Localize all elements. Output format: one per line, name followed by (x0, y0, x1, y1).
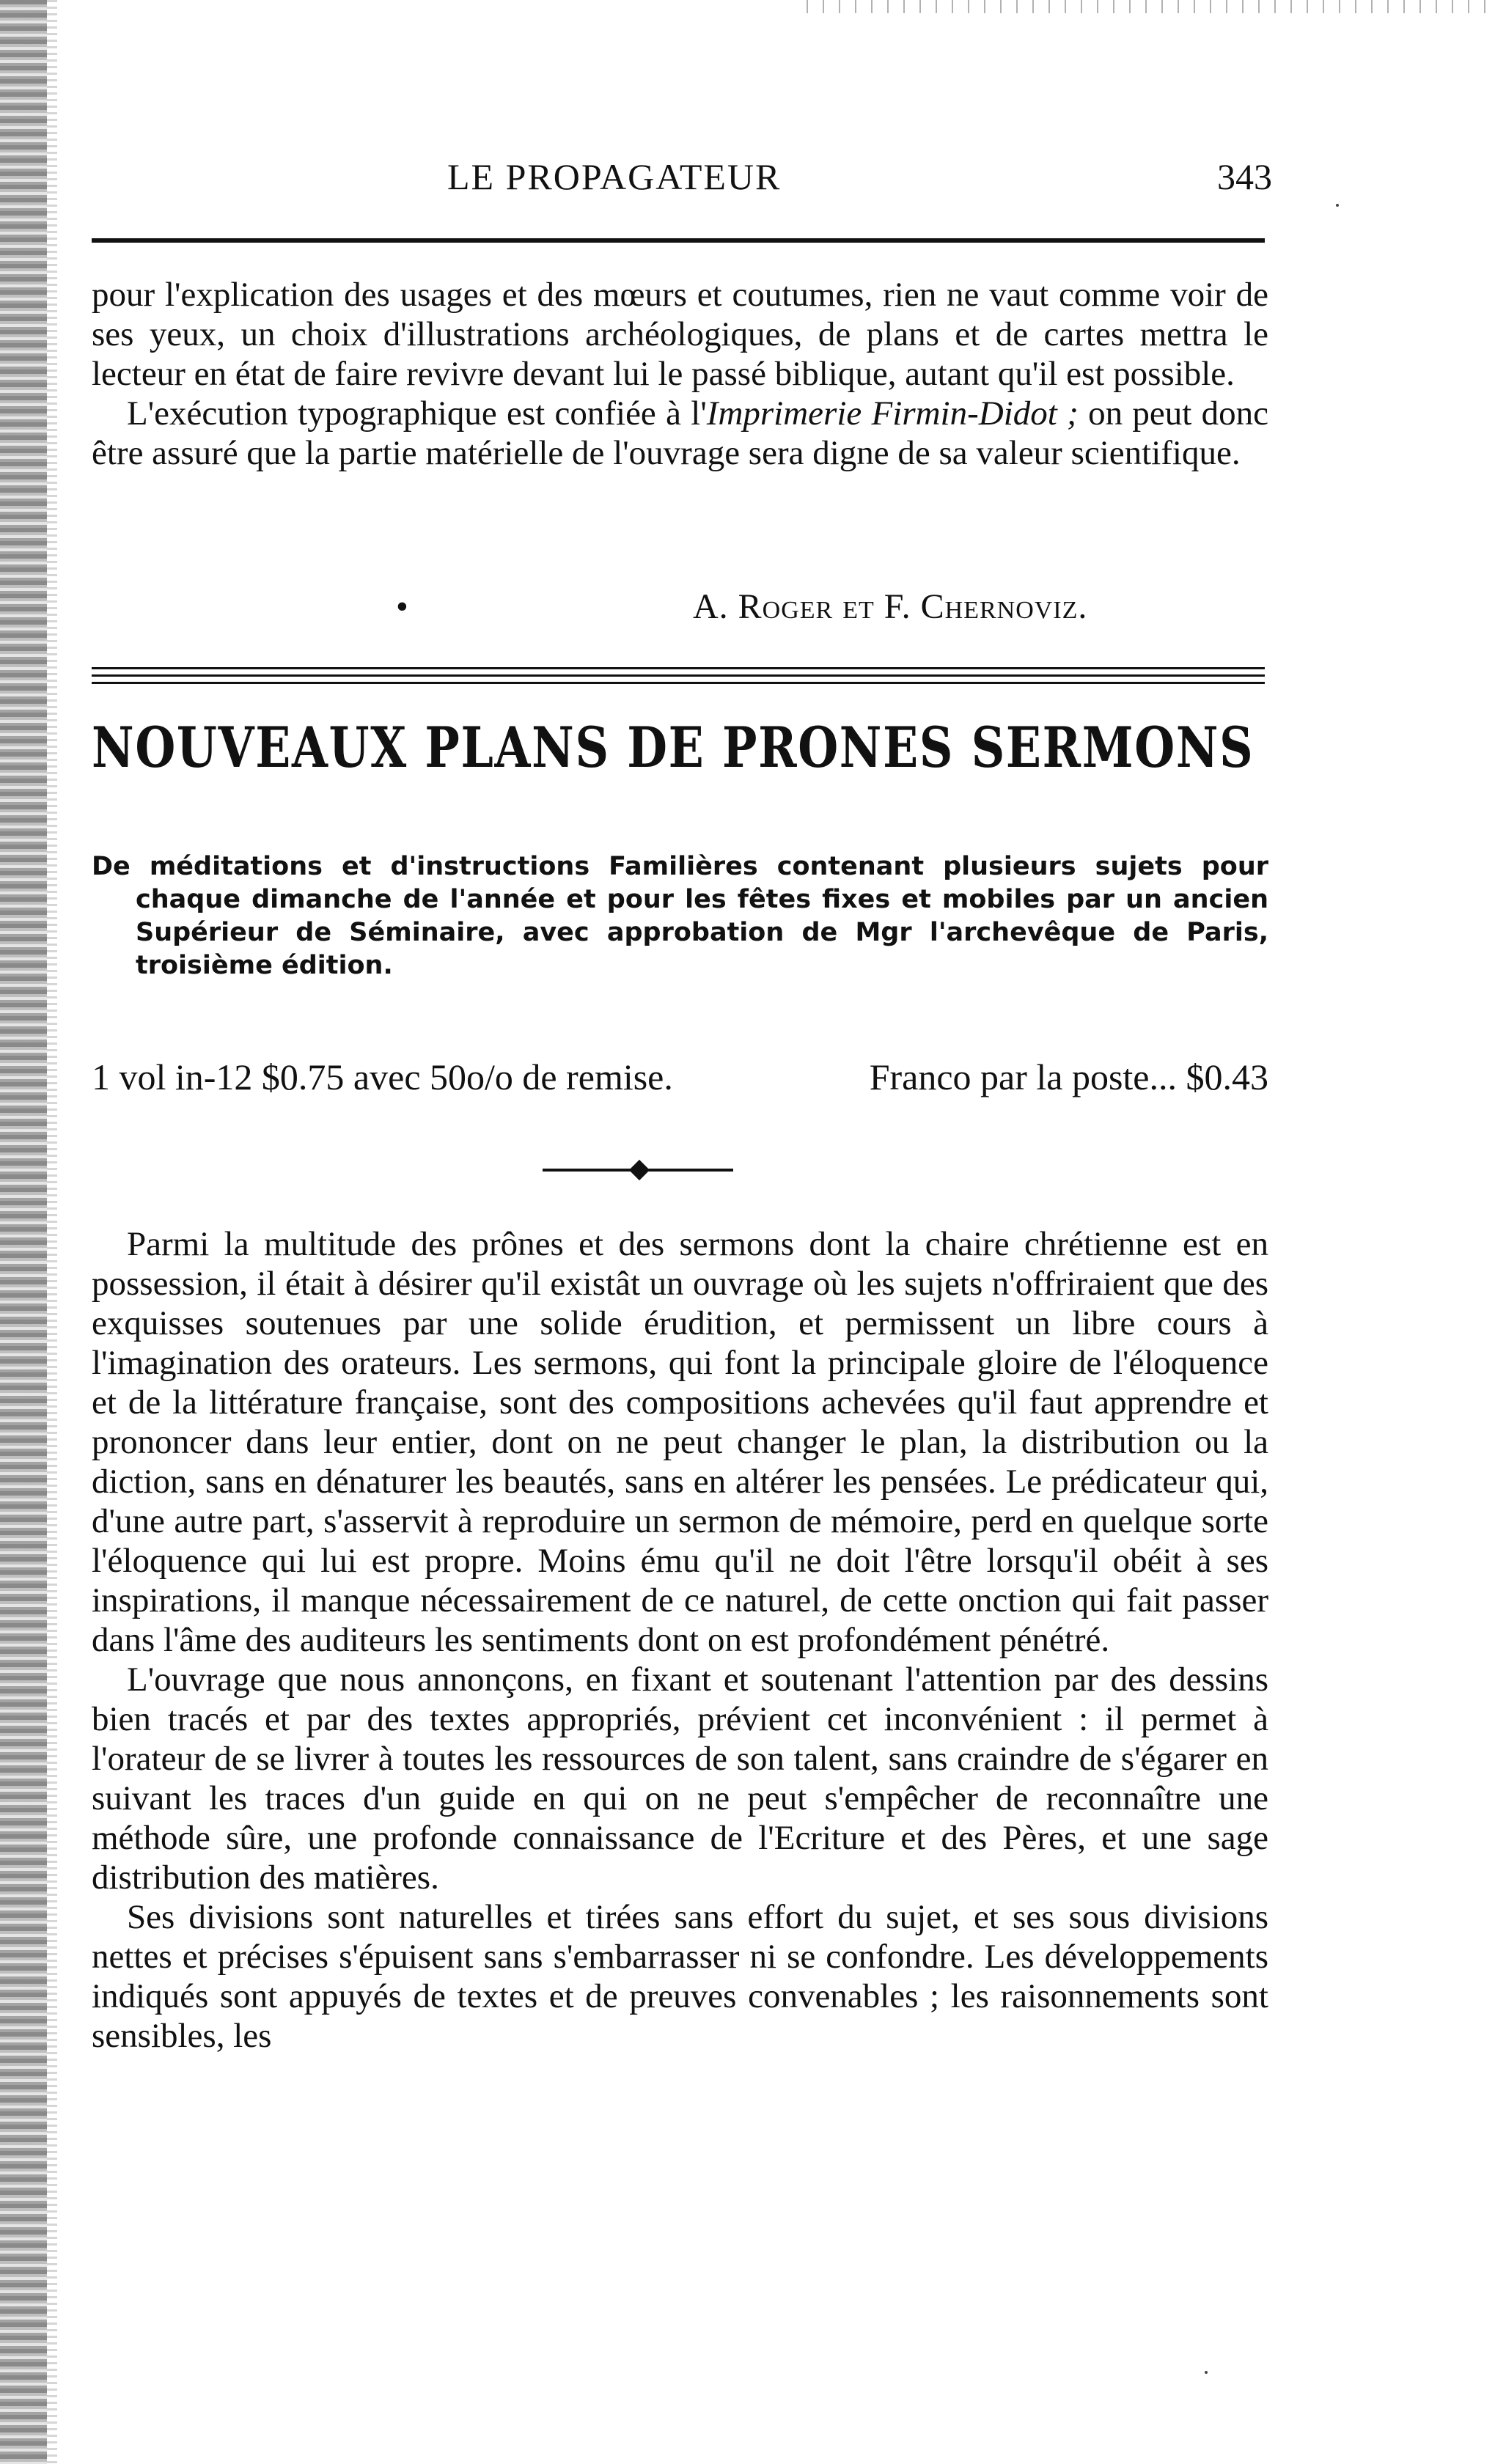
price-line (92, 1056, 1268, 1098)
subtitle-text: méditations et d'instructions Familières contenant plusieurs sujets pour chaque dimanche de l'année et pour les fêtes fixes et mobiles par un ancien Supérieur de Séminaire, avec approbation de Mgr l'archevêque de Paris, troisième édition. (136, 852, 1269, 980)
announcement-title: NOUVEAUX PLANS DE PRONES SERMONS (92, 715, 1255, 780)
price-details: 1 vol in-12 $0.75 avec 50o/o de remise. (92, 1056, 673, 1097)
running-title: LE PROPAGATEUR (447, 156, 782, 197)
section-rule (92, 682, 1265, 684)
section-rule (92, 674, 1265, 677)
announcement-subtitle (92, 850, 1268, 982)
header-rule (92, 238, 1265, 243)
body-paragraph: Ses divisions sont naturelles et tirées sans effort du sujet, et ses sous divisions nettes et précises s'épuisent sans s'embarrasser ni se confondre. Les développements indiqués sont appuyés de textes et de preuves convenables ; les raisonnements sont sensibles, les (92, 1898, 1268, 2055)
subtitle-first-word: De (92, 852, 131, 881)
section-rule (92, 667, 1265, 669)
body-text (92, 1224, 1268, 2056)
scan-noise (807, 0, 1495, 13)
ornament-diamond (629, 1160, 650, 1180)
body-paragraph: L'ouvrage que nous annonçons, en fixant et soutenant l'attention par des dessins bien tracés et par des textes appropriés, prévient cet inconvénient : il permet à l'orateur de se livrer à toutes les ressources de son talent, sans craindre de s'égarer en suivant les traces d'un guide en qui on ne peut s'empêcher de reconnaître une méthode sûre, une profonde connaissance de l'Ecriture et des Pères, et une sage distribution des matières. (92, 1661, 1268, 1897)
intro-paragraph (92, 394, 1268, 473)
page-number: 343 (1217, 156, 1272, 197)
signature-text: A. Roger et F. Chernoviz. (693, 587, 1088, 626)
body-paragraph: Parmi la multitude des prônes et des sermons dont la chaire chrétienne est en possession, il était à désirer qu'il existât un ouvrage où les sujets n'offriraient que des exquisses soutenues par une solide érudition, et permissent un libre cours à l'imagination des orateurs. Les sermons, qui font la principale gloire de l'éloquence et de la littérature française, sont des compositions achevées qu'il faut apprendre et prononcer dans leur entier, dont on ne peut changer le plan, la distribution ou la diction, sans en dénaturer les beautés, sans en altérer les pensées. Le prédicateur qui, d'une autre part, s'asservit à reproduire un sermon de mémoire, perd en quelque sorte l'éloquence qui lui est propre. Moins ému qu'il ne doit l'être lorsqu'il obéit à ses inspirations, il manque nécessairement de ce naturel, de cette onction qui fait passer dans l'âme des auditeurs les sentiments dont on est profondément pénétré. (92, 1225, 1268, 1659)
binding-edge (0, 0, 47, 2464)
intro-text (92, 275, 1268, 473)
intro-lead: L'exécution typographique est confiée à l' (127, 394, 707, 433)
intro-paragraph: pour l'explication des usages et des mœurs et coutumes, rien ne vaut comme voir de ses yeux, un choix d'illustrations archéologiques, de plans et de cartes mettra le lecteur en état de faire revivre devant lui le passé biblique, autant qu'il est possible. (92, 276, 1268, 393)
scan-speck (1205, 2371, 1208, 2374)
intro-tail: on peut donc être assuré que la partie matérielle de l'ouvrage sera digne de sa valeur scientifique. (92, 394, 1269, 472)
printer-name: Imprimerie Firmin-Didot ; (706, 394, 1079, 433)
postage-price: Franco par la poste... $0.43 (869, 1056, 1268, 1097)
scan-speck (1336, 204, 1339, 207)
bullet-mark: • (396, 587, 408, 626)
binding-shadow (47, 0, 57, 2464)
